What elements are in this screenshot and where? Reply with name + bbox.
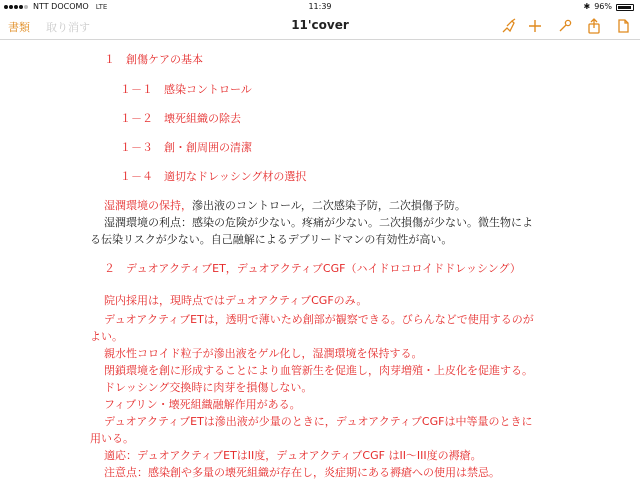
document-title: 11'cover: [291, 18, 349, 32]
toolbar: [0, 14, 640, 40]
status-right: [584, 0, 634, 14]
battery-icon: [616, 4, 634, 11]
subheading-1-3: １－３ 創・創周囲の清潔: [120, 141, 252, 154]
document-icon[interactable]: [614, 17, 632, 35]
text-hospital-adoption: 院内採用は，現時点ではデュオアクティブCGFのみ。: [104, 294, 368, 307]
status-time: 11:39: [308, 2, 332, 11]
text-fibrin: フィブリン・壊死組織融解作用がある。: [104, 398, 301, 411]
document-body[interactable]: [0, 40, 640, 480]
paragraph-moist-environment: [104, 199, 466, 213]
battery-percent: 96%: [594, 2, 612, 11]
plus-icon[interactable]: [526, 17, 544, 35]
subheading-1-1: １－１ 感染コントロール: [120, 83, 252, 96]
battery-level: [618, 6, 631, 9]
network-label: LTE: [95, 3, 108, 11]
carrier-label: NTT DOCOMO: [33, 2, 89, 11]
subheading-1-2: １－２ 壊死組織の除去: [120, 112, 241, 125]
undo-button[interactable]: 取り消す: [46, 21, 90, 34]
text-dressing-change: ドレッシング交換時に肉芽を損傷しない。: [104, 381, 313, 394]
text-cautions: 注意点：感染創や多量の壊死組織が存在し，炎症期にある褥瘡への使用は禁忌。: [104, 466, 500, 479]
text-indications: 適応：デュオアクティブETはII度，デュオアクティブCGF はII〜III度の褥瘡。: [104, 449, 482, 462]
share-icon[interactable]: [585, 17, 603, 35]
heading-1: １ 創傷ケアの基本: [104, 53, 203, 66]
text-exudate-usage: デュオアクティブETは滲出液が少量のときに，デュオアクティブCGFは中等量のときに: [104, 415, 533, 428]
text-closed-environment: 閉鎖環境を創に形成することにより血管新生を促進し，肉芽増殖・上皮化を促進する。: [104, 364, 533, 377]
paragraph-red-run: 湿潤環境の保持，: [104, 199, 192, 212]
paragraph-dark-run: 滲出液のコントロール，二次感染予防，二次損傷予防。: [192, 199, 466, 212]
documents-button[interactable]: 書類: [8, 21, 30, 34]
paragraph-benefits-cont: る伝染リスクが少ない。自己融解によるデブリードマンの有効性が高い。: [90, 233, 453, 246]
bluetooth-icon: ✱: [583, 2, 591, 11]
heading-2: ２ デュオアクティブET，デュオアクティブCGF（ハイドロコロイドドレッシング）: [104, 262, 521, 275]
paragraph-benefits: 湿潤環境の利点：感染の危険が少ない。疼痛が少ない。二次損傷が少ない。微生物によ: [104, 216, 533, 229]
status-bar: [0, 0, 640, 14]
subheading-1-4: １－４ 適切なドレッシング材の選択: [120, 170, 307, 183]
text-exudate-usage-cont: 用いる。: [90, 432, 134, 445]
brush-icon[interactable]: [500, 17, 518, 35]
text-colloid: 親水性コロイド粒子が滲出液をゲル化し，湿潤環境を保持する。: [104, 347, 423, 360]
wrench-icon[interactable]: [556, 17, 574, 35]
text-duoactive-et: デュオアクティブETは，透明で薄いため創部が観察できる。びらんなどで使用するのが: [104, 313, 534, 326]
text-duoactive-et-cont: よい。: [90, 330, 123, 343]
